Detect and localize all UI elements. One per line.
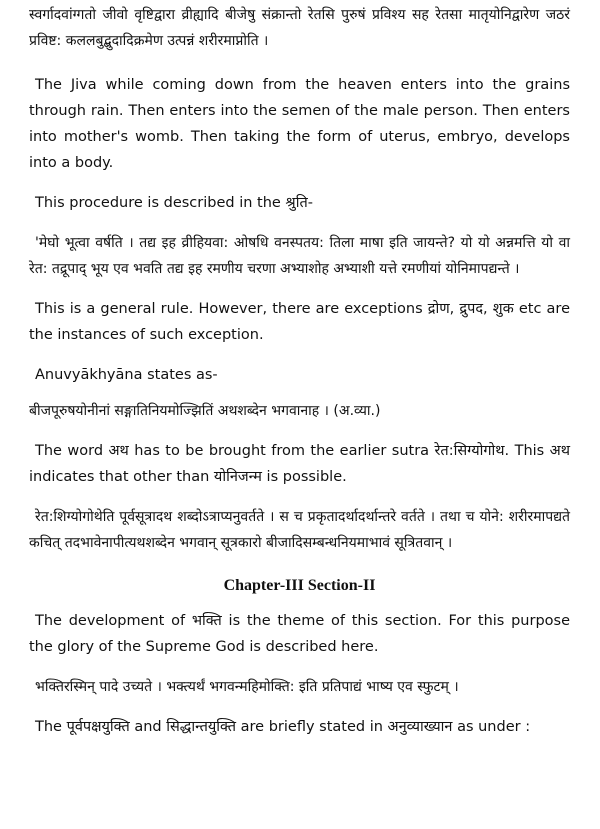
- english-paragraph-anuvyakhyana-intro: Anuvyākhyāna states as-: [35, 367, 218, 383]
- sanskrit-paragraph-jiva-descent: स्वर्गादवांग्गतो जीवो वृष्टिद्वारा व्रीह्यादि बीजेषु संक्रान्तो रेतसि पुरुषं प्रविश्य सह रेतसा मातृयोनिद्वारेण जठरं प्रविष्ट: कललबुद्बुदादिक्रमेण उत्पन्नं शरीरमाप्नोति ।: [29, 7, 570, 49]
- english-paragraph-bhakti-theme: The development of भक्ति is the theme of this section. For this purpose the glory of the Supreme God is described here.: [29, 613, 570, 655]
- sanskrit-paragraph-sutra-commentary: रेत:शिग्योगोथेति पूर्वसूत्रादथ शब्दोऽत्राप्यनुवर्तते । स च प्रकृतादर्थादर्थान्तरे वर्तते । तथा च योने: शरीरमापद्यते कचित् तदभावेनापीत्यथशब्देन भगवान् सूत्रकारो बीजादिसम्बन्धनियमाभावं सूत्रितवान् ।: [29, 509, 570, 551]
- english-paragraph-yukti-intro: The पूर्वपक्षयुक्ति and सिद्धान्तयुक्ति are briefly stated in अनुव्याख्यान as under :: [35, 719, 531, 735]
- sanskrit-paragraph-shruti-quote: 'मेघो भूत्वा वर्षति । तद्य इह व्रीहियवा: ओषधि वनस्पतय: तिला माषा इति जायन्ते? यो यो अन्नमत्ति यो वा रेत: तद्रूपाद् भूय एव भवति तद्य इह रमणीय चरणा अभ्याशोह अभ्याशी यत्ते रमणीयां योनिमापद्यन्ते ।: [29, 235, 570, 277]
- sanskrit-paragraph-anuvyakhyana-quote: बीजपूरुषयोनीनां सङ्गातिनियमोज्झितिं अथशब्देन भगवानाह । (अ.व्या.): [29, 403, 381, 419]
- chapter-section-heading: Chapter-III Section-II: [223, 577, 376, 594]
- english-paragraph-shruti-intro: This procedure is described in the श्रुति-: [35, 195, 313, 211]
- english-paragraph-exceptions: This is a general rule. However, there are exceptions द्रोण, द्रुपद, शुक etc are the instances of such exception.: [29, 301, 570, 343]
- sanskrit-paragraph-bhakti-quote: भक्तिरस्मिन् पादे उच्यते । भक्त्यर्थं भगवन्महिमोक्ति: इति प्रतिपाद्यं भाष्य एव स्फुटम् ।: [35, 679, 459, 695]
- english-paragraph-jiva-explanation: The Jiva while coming down from the heaven enters into the grains through rain. Then enters into the semen of the male person. Then enters into mother's womb. Then taking the form of uterus, embryo, develops into a body.: [29, 77, 570, 171]
- english-paragraph-atha-word: The word अथ has to be brought from the earlier sutra रेत:सिग्योगोथ. This अथ indicates that other than योनिजन्म is possible.: [29, 443, 570, 485]
